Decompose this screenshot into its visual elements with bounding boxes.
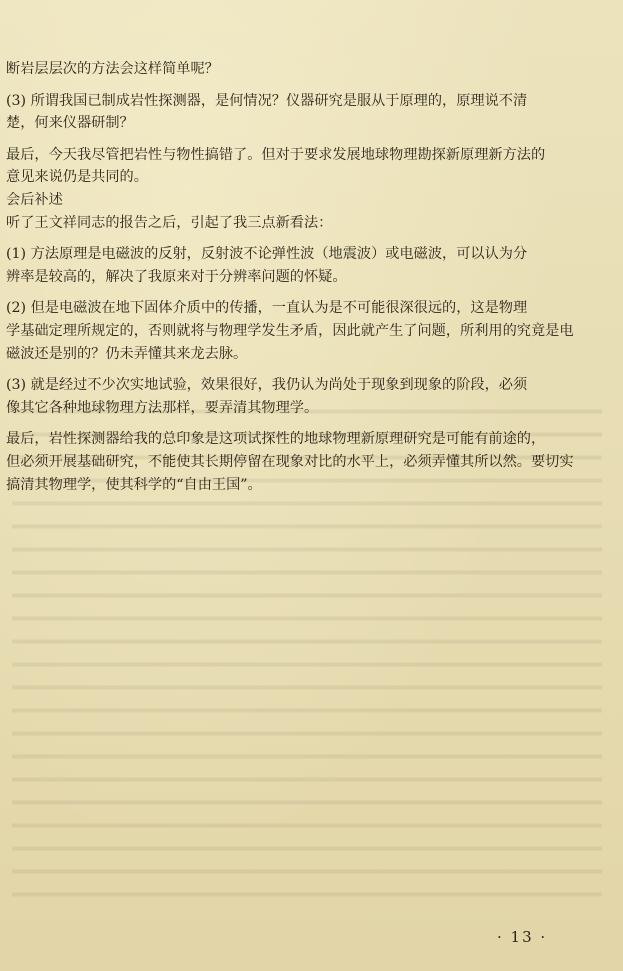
text-line: 最后，岩性探测器给我的总印象是这项试探性的地球物理新原理研究是可能有前途的， (6, 431, 546, 448)
text-line: 楚，何来仪器研制？ (6, 115, 134, 132)
body-text (6, 58, 588, 496)
text-line: 最后，今天我尽管把岩性与物性搞错了。但对于要求发展地球物理勘探新原理新方法的 (6, 146, 546, 163)
text-line: (3) 就是经过不少次实地试验，效果很好，我仍认为尚处于现象到现象的阶段，必须 (6, 377, 528, 394)
text-line: (3) 所谓我国已制成岩性探测器，是何情况？仪器研究是服从于原理的，原理说不清 (6, 92, 528, 109)
text-line: 断岩层层次的方法会这样简单呢？ (6, 61, 219, 77)
text-line: 磁波还是别的？仍未弄懂其来龙去脉。 (6, 345, 248, 362)
text-line: 听了王文祥同志的报告之后，引起了我三点新看法： (6, 214, 333, 231)
text-line: 像其它各种地球物理方法那样，要弄清其物理学。 (6, 399, 319, 416)
text-line: 辨率是较高的，解决了我原来对于分辨率问题的怀疑。 (6, 268, 347, 285)
text-line: 学基础定理所规定的，否则就将与物理学发生矛盾，因此就产生了问题，所利用的究竟是电 (6, 322, 574, 339)
section-heading: 会后补述 (6, 191, 63, 208)
text-line: (1) 方法原理是电磁波的反射，反射波不论弹性波（地震波）或电磁波，可以认为分 (6, 246, 528, 263)
text-line: 但必须开展基础研究，不能使其长期停留在现象对比的水平上，必须弄懂其所以然。要切实 (6, 453, 574, 470)
text-line: 意见来说仍是共同的。 (6, 169, 148, 186)
page-number: · 13 · (497, 928, 548, 946)
text-line: 搞清其物理学，使其科学的“自由王国”。 (6, 476, 262, 493)
text-line: (2) 但是电磁波在地下固体介质中的传播，一直认为是不可能很深很远的，这是物理 (6, 300, 528, 317)
